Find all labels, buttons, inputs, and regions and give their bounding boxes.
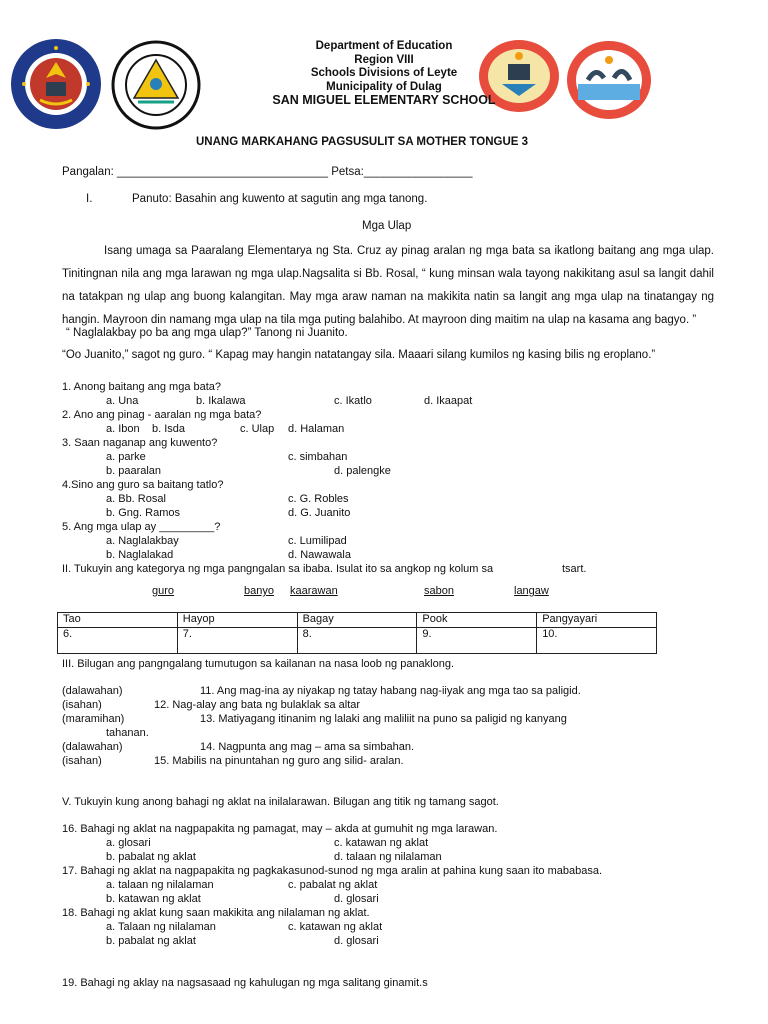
choice: d. glosari [334,893,379,905]
choice: b. Naglalakad [106,549,174,561]
choice: b. pabalat ng aklat [106,851,196,863]
answer-cell: 10. [537,628,657,654]
answer-cell: 9. [417,628,537,654]
category-chart [57,612,657,654]
question-19: 19. Bahagi ng aklay na nagsasaad ng kahulugan ng mga salitang ginamit.s [62,977,428,989]
question-2: 2. Ano ang pinag - aaralan ng mga bata? [62,409,262,421]
answer-cell: 8. [297,628,417,654]
choice: d. Halaman [288,423,345,435]
choice: d. Ikaapat [424,395,473,407]
choice: c. Ulap [240,423,275,435]
word-item: kaarawan [290,585,338,597]
word-item: sabon [424,585,454,597]
word-item: banyo [244,585,274,597]
question-1: 1. Anong baitang ang mga bata? [62,381,222,393]
choice: b. Ikalawa [196,395,246,407]
choice: c. katawan ng aklat [334,837,429,849]
part1-instruction: Panuto: Basahin ang kuwento at sagutin ang mga tanong. [132,193,428,205]
letterhead [0,40,768,108]
question-5: 5. Ang mga ulap ay _________? [62,521,221,533]
part5-instruction: V. Tukuyin kung anong bahagi ng aklat na inilalarawan. Bilugan ang titik ng tamang sagot. [62,796,499,808]
item-text: 13. Matiyagang itinanim ng lalaki ang maliliit na puno sa paligid ng kanyang [200,713,567,725]
choice: b. pabalat ng aklat [106,935,196,947]
choice: c. Ikatlo [334,395,372,407]
choice: a. Ibon [106,423,140,435]
part2-instruction-end: tsart. [562,563,587,575]
item-tag: (isahan) [62,755,102,767]
letterhead-line: Region VIII [354,53,414,66]
answer-cell: 7. [177,628,297,654]
choice: b. Isda [152,423,186,435]
choice: b. Gng. Ramos [106,507,180,519]
part2-instruction: II. Tukuyin ang kategorya ng mga pangngalan sa ibaba. Isulat ito sa angkop ng kolum sa [62,563,494,575]
choice: d. glosari [334,935,379,947]
choice: a. glosari [106,837,151,849]
question-17: 17. Bahagi ng aklat na nagpapakita ng pagkakasunod-sunod ng mga aralin at pahina kung saan ito mababasa. [62,865,603,877]
question-16: 16. Bahagi ng aklat na nagpapakita ng pamagat, may – akda at gumuhit ng mga larawan. [62,823,498,835]
item-tag: (dalawahan) [62,741,123,753]
exam-title: UNANG MARKAHANG PAGSUSULIT SA MOTHER TONGUE 3 [196,136,529,148]
choice: c. pabalat ng aklat [288,879,378,891]
item-tag: (dalawahan) [62,685,123,697]
chart-header-cell: Tao [58,613,178,628]
story-text: Isang umaga sa Paaralang Elementarya ng Sta. Cruz ay pinag aralan ng mga bata sa ikatlong baitang ang mga ulap. Tinitingnan nila ang mga larawan ng mga ulap.Nagsalita si Bb. Rosal, “ kung minsan wala tayong nakikitang asul sa langit dahil na tatakpan ng ulap ang buong kalangitan. May mga araw naman na makikita natin sa langit ang mga ulap na tinatangay ng hangin. Mayroon din namang mga ulap na tila mga puting balahibo. At mayroon ding maitim na ulap na kasama ang bagyo. ” [62,245,714,326]
letterhead-line: Schools Divisions of Leyte [310,67,458,79]
word-item: guro [152,585,175,597]
answer-cell: 6. [58,628,178,654]
choice: d. Nawawala [288,549,351,561]
item-text: 14. Nagpunta ang mag – ama sa simbahan. [200,741,415,753]
story-title: Mga Ulap [362,220,412,232]
chart-header-cell: Pook [417,613,537,628]
name-date-line: Pangalan: _________________________________ Petsa:_________________ [62,166,473,178]
choice: d. talaan ng nilalaman [334,851,442,863]
choice: d. G. Juanito [288,507,351,519]
choice: a. parke [106,451,146,463]
story-dialogue: “Oo Juanito,” sagot ng guro. “ Kapag may hangin natatangay sila. Maaari silang kumilos ng kasing bilis ng eroplano.” [62,349,656,361]
choice: c. katawan ng aklat [288,921,383,933]
part1-number: I. [86,193,93,205]
chart-header-cell: Pangyayari [537,613,657,628]
choice: c. G. Robles [288,493,349,505]
chart-header-row [58,613,657,628]
choice: a. Bb. Rosal [106,493,166,505]
letterhead-line: Municipality of Dulag [326,80,442,93]
choice: a. Una [106,395,139,407]
story-dialogue: “ Naglalakbay po ba ang mga ulap?” Tanong ni Juanito. [66,327,348,339]
part3-instruction: III. Bilugan ang pangngalang tumutugon sa kailanan na nasa loob ng panaklong. [62,658,455,670]
question-18: 18. Bahagi ng aklat kung saan makikita ang nilalaman ng aklat. [62,907,370,919]
choice: d. palengke [334,465,391,477]
choice: c. Lumilipad [288,535,347,547]
chart-header-cell: Hayop [177,613,297,628]
item-tag: (isahan) [62,699,102,711]
choice: a. Naglalakbay [106,535,179,547]
chart-header-cell: Bagay [297,613,417,628]
item-text: 11. Ang mag-ina ay niyakap ng tatay habang nag-iiyak ang mga tao sa paligid. [200,685,581,697]
choice: b. katawan ng aklat [106,893,201,905]
choice: b. paaralan [106,465,162,477]
choice: c. simbahan [288,451,348,463]
school-name: SAN MIGUEL ELEMENTARY SCHOOL [272,93,496,107]
item-text: 12. Nag-alay ang bata ng bulaklak sa altar [154,699,361,711]
item-text-continued: tahanan. [106,727,149,739]
letterhead-line: Department of Education [315,40,453,52]
item-tag: (maramihan) [62,713,125,725]
question-3: 3. Saan naganap ang kuwento? [62,437,218,449]
story-paragraph [62,240,714,332]
choice: a. talaan ng nilalaman [106,879,214,891]
question-4: 4.Sino ang guro sa baitang tatlo? [62,479,224,491]
item-text: 15. Mabilis na pinuntahan ng guro ang silid- aralan. [154,755,404,767]
chart-answer-row [58,628,657,654]
choice: a. Talaan ng nilalaman [106,921,216,933]
word-item: langaw [514,585,549,597]
